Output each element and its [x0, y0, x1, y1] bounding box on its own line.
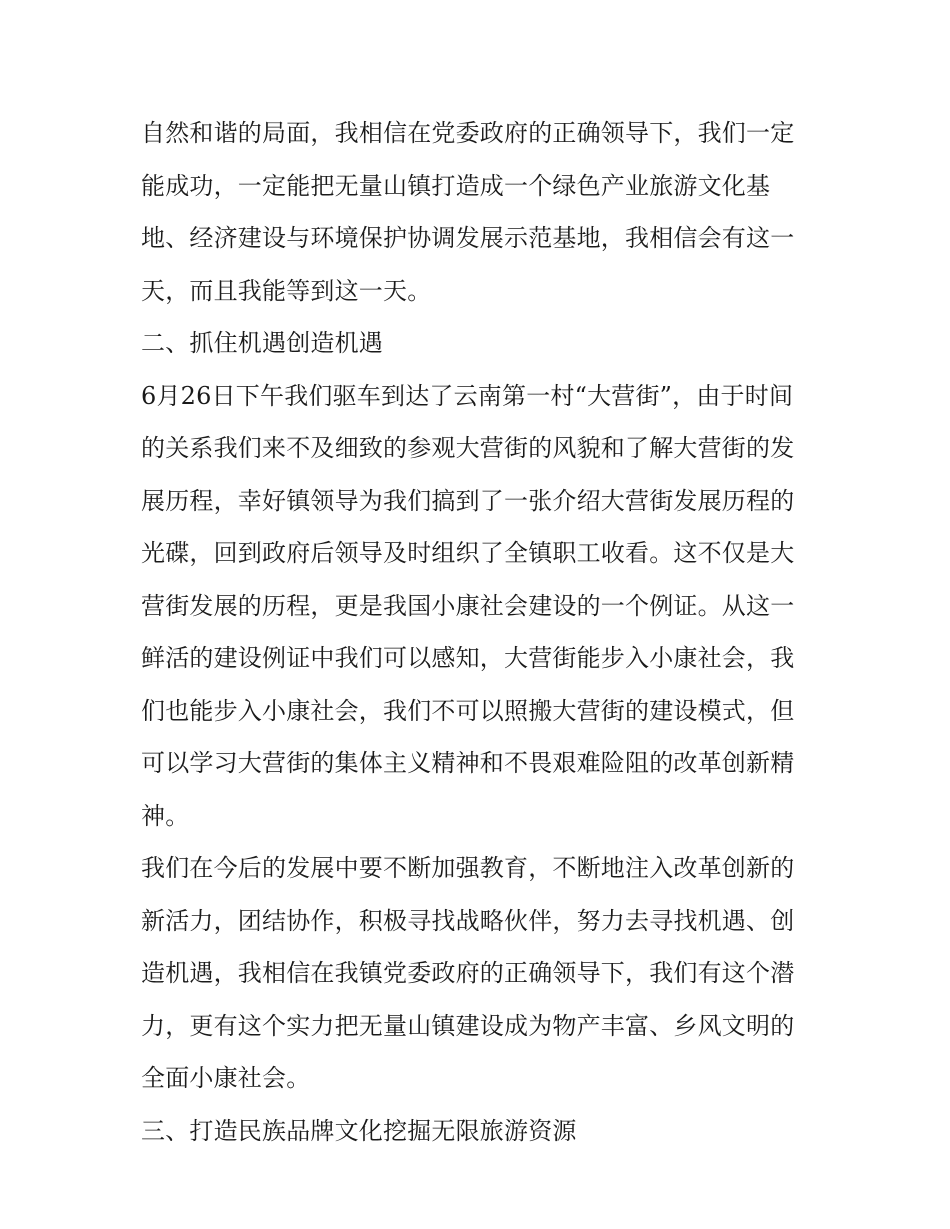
- body-line: 神。: [141, 801, 190, 830]
- body-line: 营街发展的历程，更是我国小康社会建设的一个例证。从这一: [141, 591, 795, 620]
- body-line: 展历程，幸好镇领导为我们搞到了一张介绍大营街发展历程的: [141, 486, 795, 515]
- body-line: 鲜活的建设例证中我们可以感知，大营街能步入小康社会，我: [141, 644, 795, 672]
- body-line: 天，而且我能等到这一天。: [141, 276, 432, 305]
- body-line: 们也能步入小康社会，我们不可以照搬大营街的建设模式，但: [141, 696, 795, 725]
- body-line: 新活力，团结协作，积极寻找战略伙伴，努力去寻找机遇、创: [141, 906, 795, 935]
- body-line: 全面小康社会。: [141, 1064, 311, 1092]
- section-heading: 三、打造民族品牌文化挖掘无限旅游资源: [141, 1116, 577, 1145]
- body-line: 自然和谐的局面，我相信在党委政府的正确领导下，我们一定: [141, 119, 795, 147]
- body-line: 地、经济建设与环境保护协调发展示范基地，我相信会有这一: [141, 224, 795, 252]
- body-line: 力，更有这个实力把无量山镇建设成为物产丰富、乡风文明的: [141, 1011, 795, 1040]
- section-heading: 二、抓住机遇创造机遇: [141, 329, 383, 357]
- body-line: 我们在今后的发展中要不断加强教育，不断地注入改革创新的: [141, 854, 795, 882]
- body-line: 的关系我们来不及细致的参观大营街的风貌和了解大营街的发: [141, 434, 795, 462]
- body-line: 造机遇，我相信在我镇党委政府的正确领导下，我们有这个潜: [141, 959, 795, 987]
- body-line: 6月26日下午我们驱车到达了云南第一村“大营街”，由于时间: [141, 381, 794, 410]
- body-line: 能成功，一定能把无量山镇打造成一个绿色产业旅游文化基: [141, 171, 771, 200]
- body-line: 光碟，回到政府后领导及时组织了全镇职工收看。这不仅是大: [141, 539, 795, 567]
- document-body: [141, 107, 821, 1157]
- body-line: 可以学习大营街的集体主义精神和不畏艰难险阻的改革创新精: [141, 749, 795, 777]
